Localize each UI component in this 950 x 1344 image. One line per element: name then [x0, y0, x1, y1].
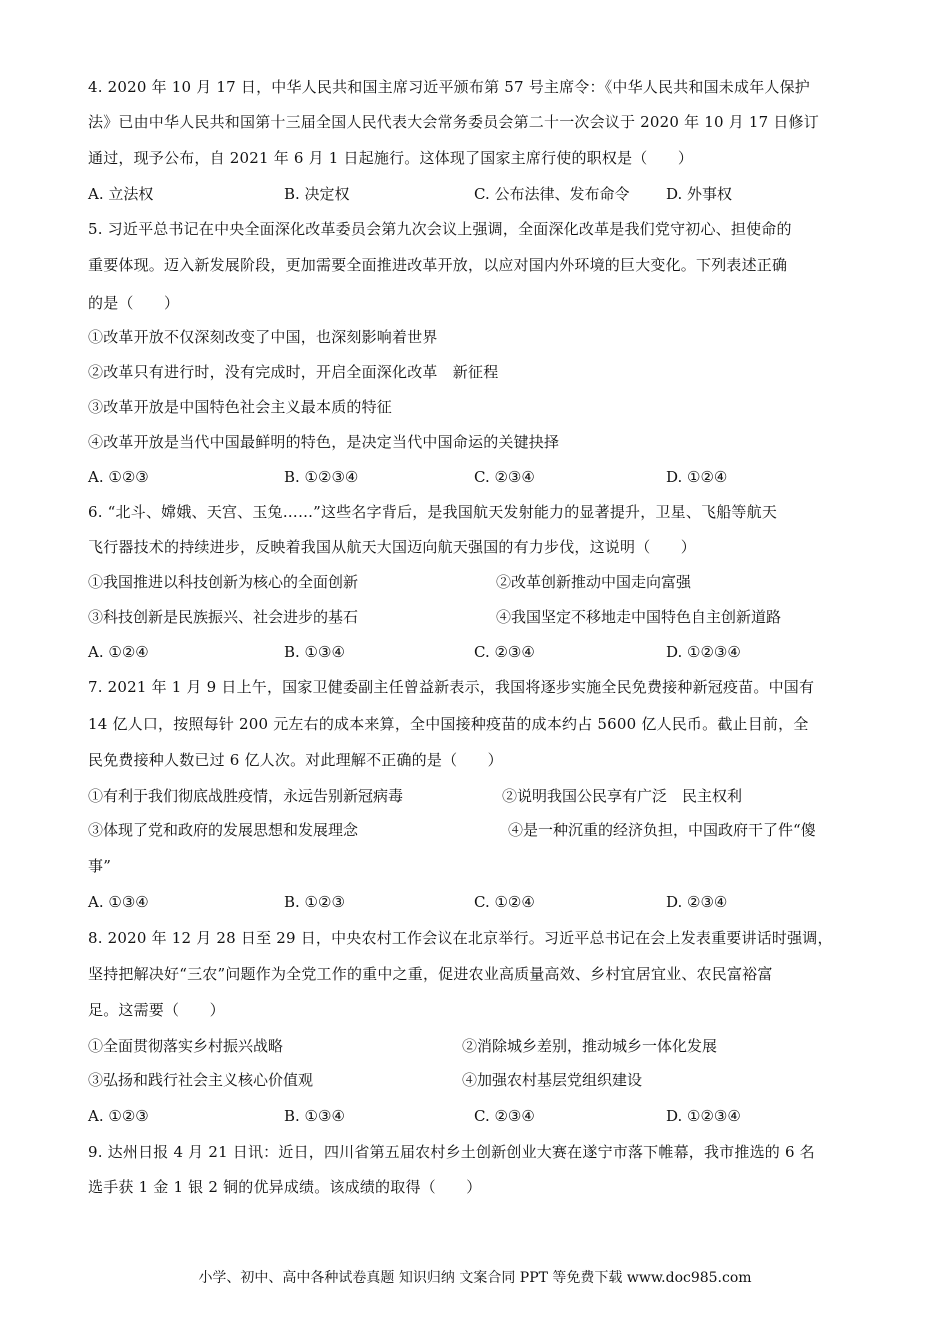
q6-statement-1: ①我国推进以科技创新为核心的全面创新	[88, 573, 359, 591]
q5-options	[88, 467, 868, 487]
q5-statement-2: ②改革只有进行时，没有完成时，开启全面深化改革 新征程	[88, 363, 499, 381]
q6-stem-line-1: 6. “北斗、嫦娥、天宫、玉兔……”这些名字背后，是我国航天发射能力的显著提升，卫星、飞船等航天	[88, 503, 778, 521]
q5-stem-line-1: 5. 习近平总书记在中央全面深化改革委员会第九次会议上强调，全面深化改革是我们党守初心、担使命的	[88, 220, 792, 238]
q8-option-c: C. ②③④	[474, 1107, 535, 1125]
q5-option-d: D. ①②④	[666, 468, 728, 486]
q8-statements-row-1	[88, 1036, 868, 1056]
q7-option-b: B. ①②③	[284, 893, 345, 911]
q6-statements-row-1	[88, 572, 868, 592]
q8-statements-row-2	[88, 1070, 868, 1090]
q7-statement-4-continued: 事”	[88, 857, 112, 875]
q8-option-b: B. ①③④	[284, 1107, 345, 1125]
q7-statements-row-2	[88, 820, 868, 840]
q4-option-c: C. 公布法律、发布命令	[474, 185, 630, 203]
q7-stem-line-1: 7. 2021 年 1 月 9 日上午，国家卫健委副主任曾益新表示，我国将逐步实施全民免费接种新冠疫苗。中国有	[88, 678, 815, 696]
q6-statement-2: ②改革创新推动中国走向富强	[496, 573, 692, 591]
q5-stem-line-3: 的是（ ）	[88, 294, 180, 312]
q7-statements-row-1	[88, 786, 868, 806]
q4-option-d: D. 外事权	[666, 185, 733, 203]
q7-statement-4: ④是一种沉重的经济负担，中国政府干了件“傻	[508, 821, 816, 839]
q5-option-c: C. ②③④	[474, 468, 535, 486]
q7-options	[88, 892, 868, 912]
q8-stem-line-1: 8. 2020 年 12 月 28 日至 29 日，中央农村工作会议在北京举行。习近平总书记在会上发表重要讲话时强调，	[88, 929, 833, 947]
q4-stem-line-3: 通过，现予公布，自 2021 年 6 月 1 日起施行。这体现了国家主席行使的职权是（ ）	[88, 149, 694, 167]
q7-statement-2: ②说明我国公民享有广泛 民主权利	[502, 787, 743, 805]
q8-option-d: D. ①②③④	[666, 1107, 741, 1125]
q6-statements-row-2	[88, 607, 868, 627]
q8-stem-line-3: 足。这需要（ ）	[88, 1001, 225, 1019]
q6-option-a: A. ①②④	[88, 643, 149, 661]
q8-statement-1: ①全面贯彻落实乡村振兴战略	[88, 1037, 284, 1055]
q4-option-b: B. 决定权	[284, 185, 350, 203]
q4-stem-line-1: 4. 2020 年 10 月 17 日，中华人民共和国主席习近平颁布第 57 号主席令：《中华人民共和国未成年人保护	[88, 78, 810, 96]
q9-stem-line-2: 选手获 1 金 1 银 2 铜的优异成绩。该成绩的取得（ ）	[88, 1178, 482, 1196]
q5-statement-1: ①改革开放不仅深刻改变了中国，也深刻影响着世界	[88, 328, 438, 346]
q8-options	[88, 1106, 868, 1126]
q5-statement-4: ④改革开放是当代中国最鲜明的特色，是决定当代中国命运的关键抉择	[88, 433, 560, 451]
q5-stem-line-2: 重要体现。迈入新发展阶段，更加需要全面推进改革开放，以应对国内外环境的巨大变化。下列表述正确	[88, 256, 788, 274]
q6-options	[88, 642, 868, 662]
q5-statement-3: ③改革开放是中国特色社会主义最本质的特征	[88, 398, 393, 416]
q8-stem-line-2: 坚持把解决好“三农”问题作为全党工作的重中之重，促进农业高质量高效、乡村宜居宜业、农民富裕富	[88, 965, 773, 983]
q7-statement-3: ③体现了党和政府的发展思想和发展理念	[88, 821, 359, 839]
q6-stem-line-2: 飞行器技术的持续进步，反映着我国从航天大国迈向航天强国的有力步伐，这说明（ ）	[88, 538, 697, 556]
q7-stem-line-2: 14 亿人口，按照每针 200 元左右的成本来算，全中国接种疫苗的成本约占 5600 亿人民币。截止目前，全	[88, 715, 809, 733]
q5-option-a: A. ①②③	[88, 468, 149, 486]
q6-statement-4: ④我国坚定不移地走中国特色自主创新道路	[496, 608, 782, 626]
q7-stem-line-3: 民免费接种人数已过 6 亿人次。对此理解不正确的是（ ）	[88, 751, 503, 769]
q8-statement-4: ④加强农村基层党组织建设	[462, 1071, 643, 1089]
q4-option-a: A. 立法权	[88, 185, 154, 203]
q5-option-b: B. ①②③④	[284, 468, 359, 486]
q8-option-a: A. ①②③	[88, 1107, 149, 1125]
q8-statement-2: ②消除城乡差别，推动城乡一体化发展	[462, 1037, 718, 1055]
q6-option-d: D. ①②③④	[666, 643, 741, 661]
q4-options	[88, 184, 868, 204]
q9-stem-line-1: 9. 达州日报 4 月 21 日讯：近日，四川省第五届农村乡土创新创业大赛在遂宁市落下帷幕，我市推选的 6 名	[88, 1143, 815, 1161]
q6-statement-3: ③科技创新是民族振兴、社会进步的基石	[88, 608, 359, 626]
q8-statement-3: ③弘扬和践行社会主义核心价值观	[88, 1071, 314, 1089]
q4-stem-line-2: 法》已由中华人民共和国第十三届全国人民代表大会常务委员会第二十一次会议于 2020 年 10 月 17 日修订	[88, 113, 819, 131]
q7-option-a: A. ①③④	[88, 893, 149, 911]
q6-option-c: C. ②③④	[474, 643, 535, 661]
q7-statement-1: ①有利于我们彻底战胜疫情，永远告别新冠病毒	[88, 787, 404, 805]
q7-option-d: D. ②③④	[666, 893, 728, 911]
page-footer: 小学、初中、高中各种试卷真题 知识归纳 文案合同 PPT 等免费下载 www.doc985.com	[198, 1270, 752, 1286]
q6-option-b: B. ①③④	[284, 643, 345, 661]
q7-option-c: C. ①②④	[474, 893, 535, 911]
